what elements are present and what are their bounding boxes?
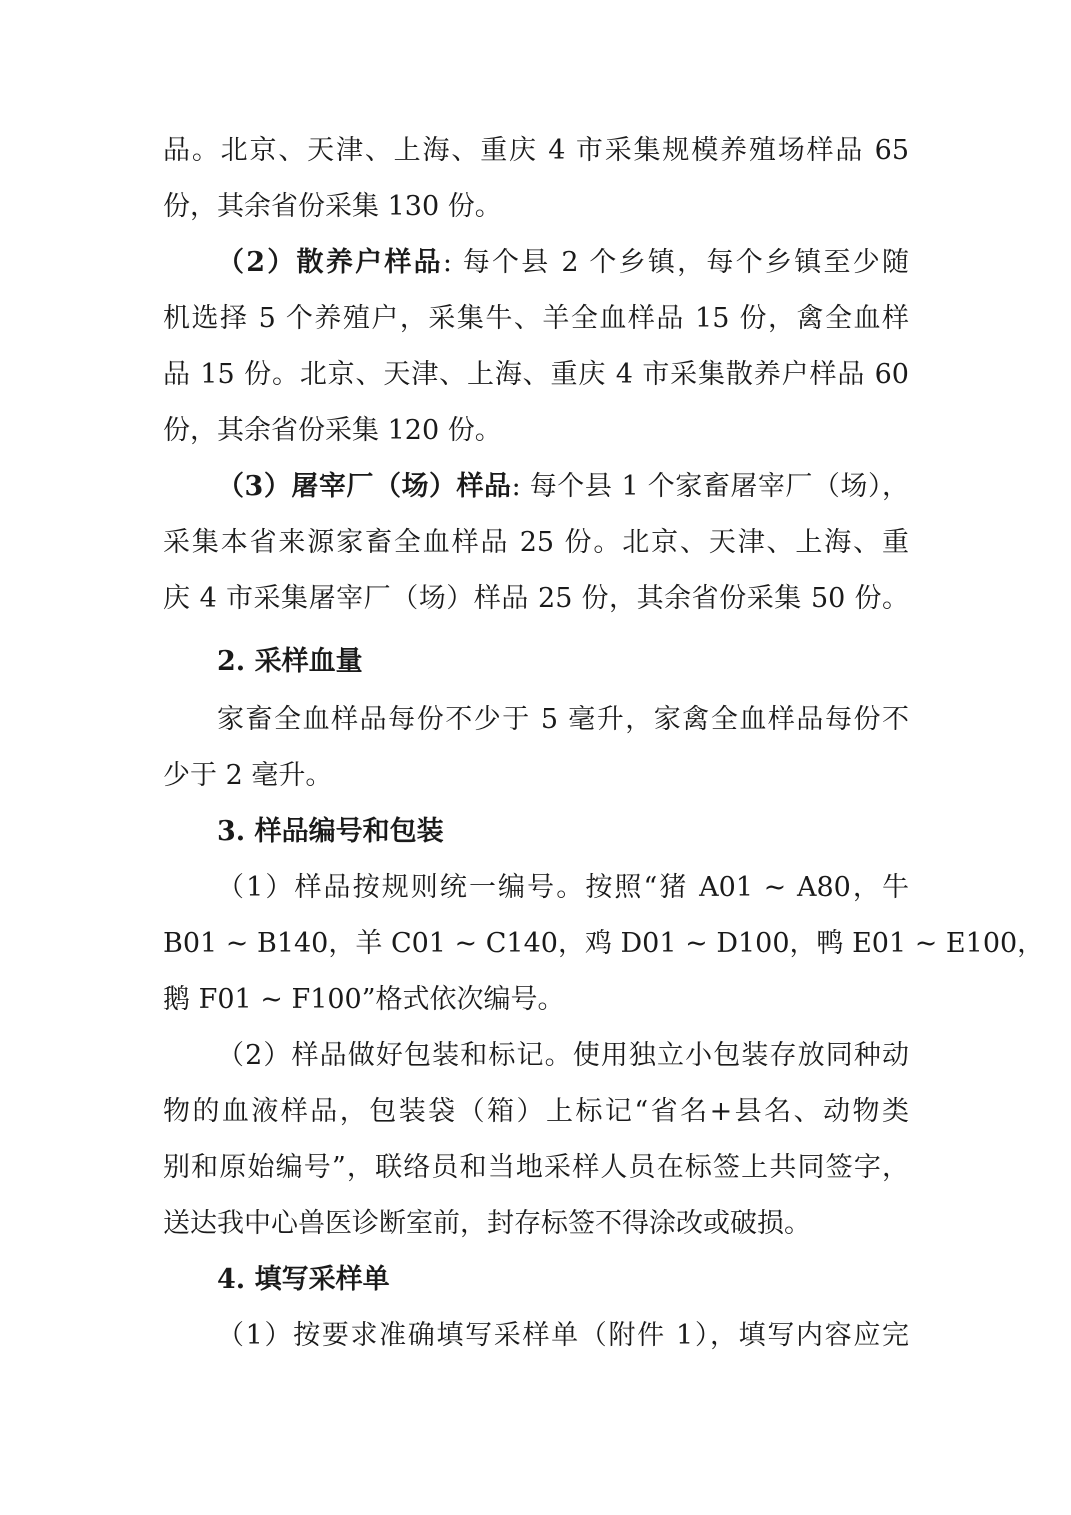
item-text: : 每个县 2 个乡镇，每个乡镇至少随 (442, 247, 909, 278)
text-line: 少于 2 毫升。 (163, 760, 333, 791)
text-line: 物的血液样品，包装袋（箱）上标记“省名+县名、动物类 (163, 1096, 909, 1127)
paragraph-line (217, 243, 909, 283)
text-line: 品 15 份。北京、天津、上海、重庆 4 市采集散养户样品 60 (163, 359, 909, 390)
paragraph-line: （2）样品做好包装和标记。使用独立小包装存放同种动 (217, 1040, 909, 1071)
section-heading: 3. 样品编号和包装 (217, 816, 444, 847)
item-label: （3）屠宰厂（场）样品 (217, 471, 512, 502)
text-line: B01 ~ B140，羊 C01 ~ C140，鸡 D01 ~ D100，鸭 E01 ~ E100， (163, 928, 1045, 959)
text-line: 鹅 F01 ~ F100”格式依次编号。 (163, 984, 565, 1015)
text-line: 庆 4 市采集屠宰厂（场）样品 25 份，其余省份采集 50 份。 (163, 583, 909, 614)
text-line: 份，其余省份采集 130 份。 (163, 191, 502, 222)
section-heading: 4. 填写采样单 (217, 1264, 390, 1295)
paragraph-line: （1）样品按规则统一编号。按照“猪 A01 ~ A80，牛 (217, 872, 909, 903)
text-line: 份，其余省份采集 120 份。 (163, 415, 502, 446)
text-line: 采集本省来源家畜全血样品 25 份。北京、天津、上海、重 (163, 527, 909, 558)
item-label: （2）散养户样品 (217, 247, 443, 278)
section-heading: 2. 采样血量 (217, 646, 363, 677)
paragraph-line: 家畜全血样品每份不少于 5 毫升，家禽全血样品每份不 (217, 704, 909, 735)
text-line: 送达我中心兽医诊断室前，封存标签不得涂改或破损。 (163, 1208, 811, 1239)
text-line: 别和原始编号”，联络员和当地采样人员在标签上共同签字， (163, 1152, 909, 1183)
text-line: 机选择 5 个养殖户，采集牛、羊全血样品 15 份，禽全血样 (163, 303, 909, 334)
paragraph-line (217, 467, 909, 507)
item-text: : 每个县 1 个家畜屠宰厂（场）， (511, 471, 909, 502)
text-line: 品。北京、天津、上海、重庆 4 市采集规模养殖场样品 65 (163, 135, 909, 166)
paragraph-line: （1）按要求准确填写采样单（附件 1），填写内容应完 (217, 1320, 909, 1351)
